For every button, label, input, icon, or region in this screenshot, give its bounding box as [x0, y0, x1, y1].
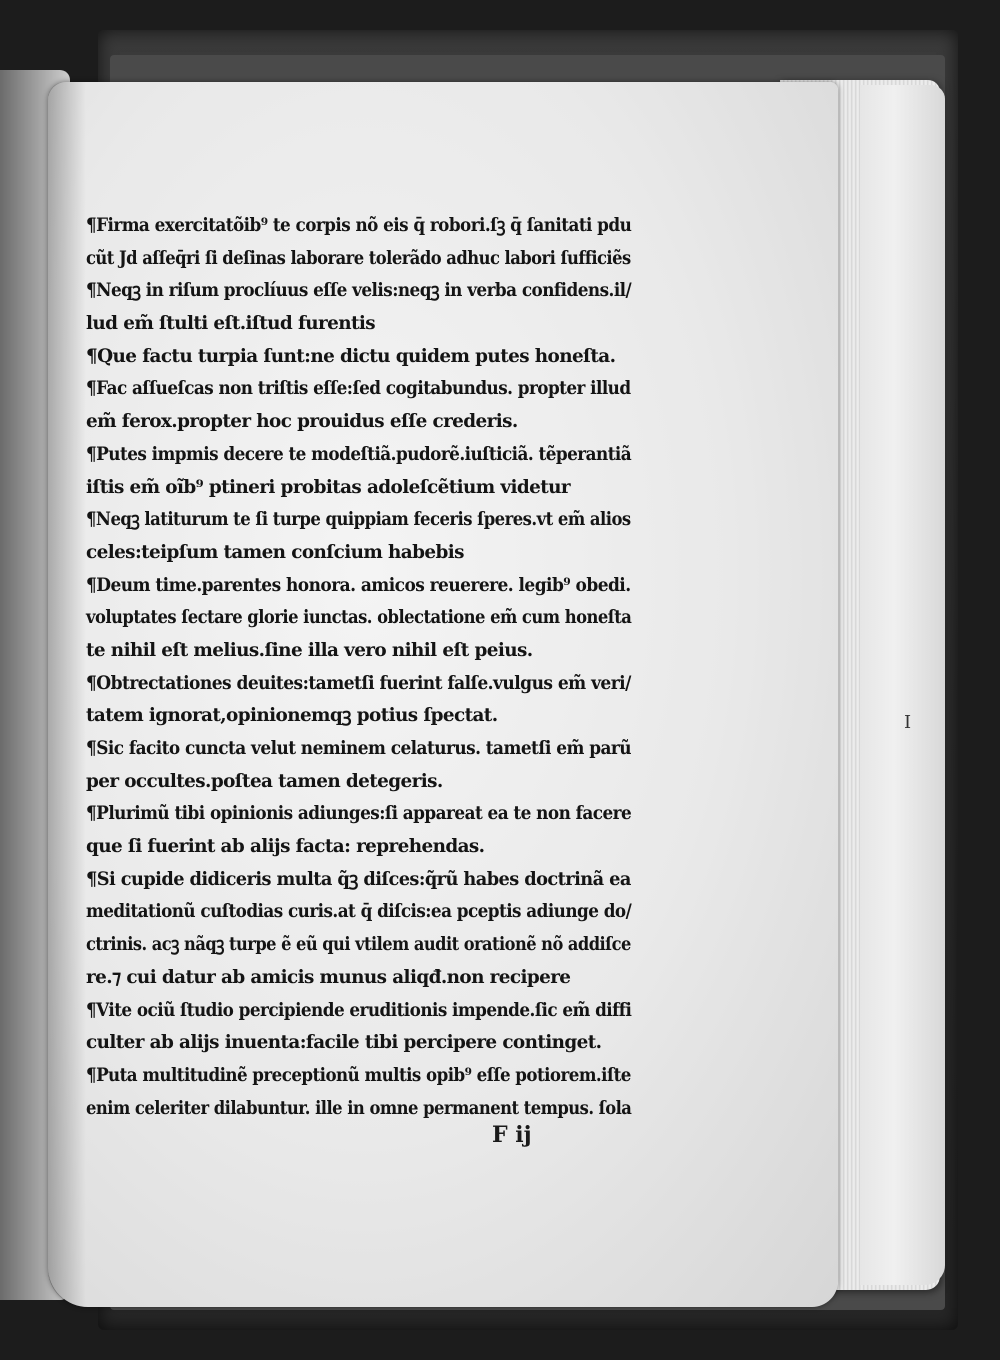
page-stack-edge [860, 85, 945, 1285]
text-line: ¶Plurimũ tibi opinionis adiunges:ſi appareat ea te non facere [86, 803, 632, 825]
text-line: ¶Firma exercitatõib⁹ te corpis nõ eis q̄ robori.ſꝫ q̄ ſanitati pdu [86, 215, 632, 236]
text-line: ¶Puta multitudinẽ preceptionũ multis opib⁹ eſſe potiorem.iſte [86, 1064, 631, 1086]
text-line: iſtis em̃ oĩb⁹ ptineri probitas adoleſcẽtium videtur [86, 476, 571, 498]
text-line: ¶Obtrectationes deuites:tametſi fuerint falſe.vulgus em̃ veri/ [86, 672, 631, 694]
text-line: que ſi fuerint ab alijs facta: reprehendas. [86, 836, 485, 858]
text-line: ¶Vite ociũ ſtudio percipiende eruditionis impende.ſic em̃ diffi [86, 999, 632, 1021]
text-line: re.⁊ cui datur ab amicis munus aliqđ.non recipere [86, 966, 571, 988]
text-line: meditationũ cuſtodias curis.at q̄ diſcis:ea pceptis adiunge do/ [86, 901, 632, 923]
text-line: ctrinis. acꝫ nãqꝫ turpe ẽ eũ qui vtilem audit orationẽ nõ addiſce [86, 934, 631, 956]
gutter-shadow [48, 82, 86, 1307]
text-line: ¶Deum time.parentes honora. amicos reuerere. legib⁹ obedi. [86, 574, 631, 596]
text-line: enim celeriter dilabuntur. ille in omne permanent tempus. ſola [86, 1097, 632, 1119]
signature-mark: F ij [492, 1122, 532, 1148]
text-line: em̃ ferox.propter hoc prouidus eſſe crederis. [86, 411, 518, 433]
text-line: ¶Que factu turpia ſunt:ne dictu quidem putes honeſta. [86, 345, 616, 367]
text-line: culter ab alijs inuenta:facile tibi percipere continget. [86, 1032, 602, 1054]
text-line: ¶Sic facito cuncta velut neminem celaturus. tametſi em̃ parũ [86, 738, 632, 759]
text-line: ¶Si cupide didiceris multa q̃ꝫ diſces:q̃rũ habes doctrinã ea [86, 868, 631, 890]
margin-mark: I [904, 712, 912, 733]
text-line: ¶Fac aſſueſcas non triſtis eſſe:ſed cogitabundus. propter illud [86, 378, 631, 400]
text-line: voluptates ſectare glorie iunctas. oblectatione em̃ cum honeſta [86, 607, 632, 629]
text-line: ¶Putes impmis decere te modeſtiã.pudorẽ.iuſticiã. tẽperantiã [86, 443, 632, 465]
text-line: per occultes.poſtea tamen detegeris. [86, 770, 443, 792]
text-line: ¶Neqꝫ in riſum proclíuus eſſe velis:neqꝫ in verba confidens.il/ [86, 280, 632, 302]
page-text [86, 210, 631, 1125]
text-line: ¶Neqꝫ latiturum te ſi turpe quippiam feceris ſperes.vt em̃ alios [86, 509, 631, 531]
text-line: celes:teipſum tamen conſcium habebis [86, 541, 464, 563]
text-line: tatem ignorat,opinionemqꝫ potius ſpectat. [86, 705, 498, 727]
text-line: cũt Jd aſſeq̄ri ſi deſinas laborare tolerãdo adhuc labori ſufficiẽs [86, 247, 631, 269]
text-line: lud em̃ ſtulti eſt.iſtud furentis [86, 313, 376, 335]
text-line: te nihil eſt melius.ſine illa vero nihil eſt peius. [86, 639, 533, 661]
